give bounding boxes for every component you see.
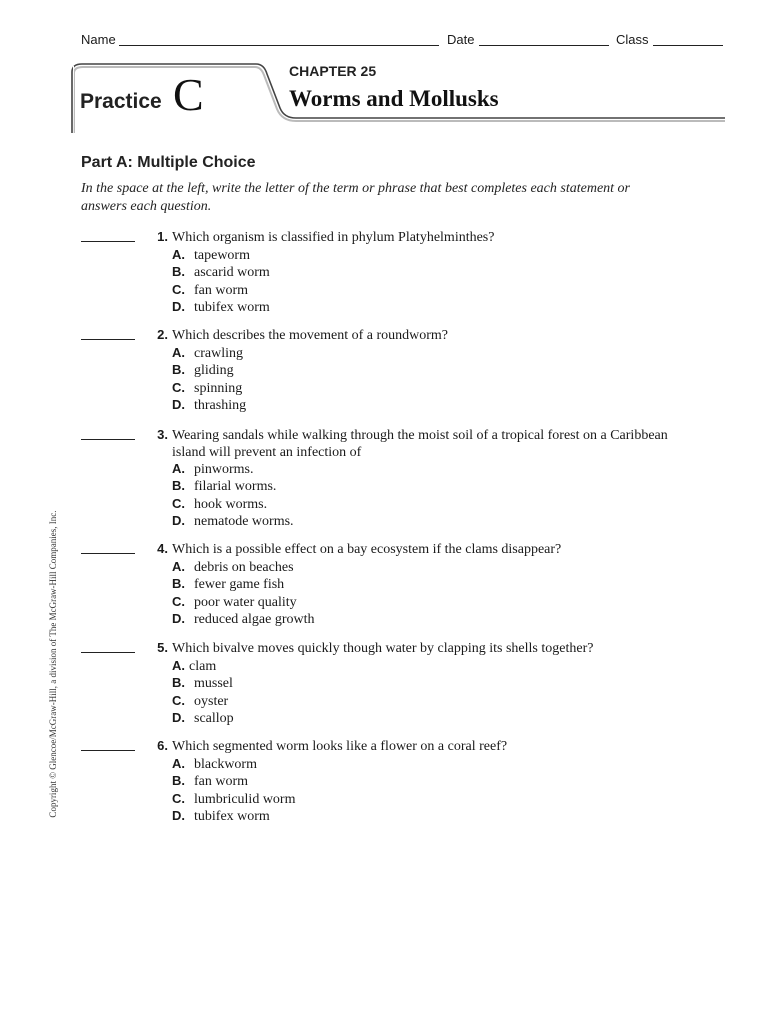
question-number: 5. — [157, 640, 168, 655]
option-text: ascarid worm — [194, 265, 270, 281]
answer-option — [172, 512, 294, 529]
answer-option — [172, 246, 270, 263]
question-number: 2. — [157, 327, 168, 342]
answer-option — [172, 495, 294, 512]
option-letter: C. — [172, 379, 185, 395]
answer-options — [172, 460, 294, 529]
answer-blank[interactable] — [81, 652, 135, 653]
option-letter: A. — [172, 247, 185, 262]
answer-options — [172, 246, 270, 315]
option-letter: C. — [172, 692, 185, 708]
option-text: spinning — [194, 380, 243, 396]
option-letter: B. — [172, 478, 185, 494]
chapter-title: Worms and Mollusks — [289, 86, 499, 111]
option-text: gliding — [194, 363, 234, 379]
option-text: oyster — [194, 693, 229, 709]
answer-option — [172, 657, 234, 674]
option-letter: C. — [172, 593, 185, 609]
option-text: lumbriculid worm — [194, 791, 296, 807]
question-text: Which is a possible effect on a bay ecosystem if the clams disappear? — [172, 542, 562, 557]
practice-level-letter: C — [173, 69, 204, 120]
option-letter: A. — [172, 756, 185, 771]
option-letter: C. — [172, 281, 185, 297]
answer-blank[interactable] — [81, 241, 135, 242]
question-number: 1. — [157, 229, 168, 244]
answer-option — [172, 361, 246, 378]
option-text: poor water quality — [194, 594, 297, 610]
question-text: Which bivalve moves quickly though water by clapping its shells together? — [172, 641, 594, 656]
option-letter: B. — [172, 576, 185, 592]
practice-label: Practice — [80, 90, 162, 113]
answer-options — [172, 657, 234, 726]
option-letter: A. — [172, 345, 185, 360]
option-text: pinworms. — [194, 462, 254, 477]
option-text: fan worm — [194, 774, 249, 790]
option-text: nematode worms. — [194, 513, 294, 529]
answer-option — [172, 379, 246, 396]
answer-option — [172, 396, 246, 413]
answer-option — [172, 772, 296, 789]
option-text: filarial worms. — [194, 479, 277, 495]
answer-option — [172, 298, 270, 315]
chapter-label: CHAPTER 25 — [289, 63, 377, 79]
answer-option — [172, 674, 234, 691]
question-text: Wearing sandals while walking through the moist soil of a tropical forest on a Caribbean island will prevent an infection of — [172, 428, 668, 460]
answer-blank[interactable] — [81, 339, 135, 340]
answer-option — [172, 593, 315, 610]
answer-blank[interactable] — [81, 553, 135, 554]
option-letter: D. — [172, 610, 185, 626]
answer-option — [172, 692, 234, 709]
option-text: tapeworm — [194, 248, 250, 263]
option-letter: A. — [172, 658, 185, 673]
option-letter: C. — [172, 495, 185, 511]
option-letter: D. — [172, 512, 185, 528]
question-number: 4. — [157, 541, 168, 556]
option-letter: B. — [172, 773, 185, 789]
answer-option — [172, 807, 296, 824]
answer-blank[interactable] — [81, 439, 135, 440]
option-text: thrashing — [194, 397, 247, 413]
answer-option — [172, 790, 296, 807]
answer-options — [172, 558, 315, 627]
worksheet-banner — [70, 58, 730, 133]
question-text: Which segmented worm looks like a flower on a coral reef? — [172, 739, 508, 754]
answer-option — [172, 281, 270, 298]
section-title: Part A: Multiple Choice — [81, 154, 256, 171]
answer-option — [172, 344, 246, 361]
option-letter: D. — [172, 396, 185, 412]
student-info-header — [81, 32, 723, 48]
option-text: hook worms. — [194, 496, 268, 512]
question-text: Which describes the movement of a roundworm? — [172, 328, 449, 343]
answer-option — [172, 755, 296, 772]
option-text: fan worm — [194, 282, 249, 298]
option-text: debris on beaches — [194, 560, 294, 575]
answer-options — [172, 755, 296, 824]
class-label: Class — [616, 32, 649, 47]
option-letter: B. — [172, 362, 185, 378]
option-text: reduced algae growth — [194, 611, 315, 627]
option-text: tubifex worm — [194, 299, 270, 315]
option-text: scallop — [194, 710, 234, 726]
option-letter: C. — [172, 790, 185, 806]
date-label: Date — [447, 32, 475, 47]
option-letter: A. — [172, 461, 185, 476]
section-instructions: In the space at the left, write the letter of the term or phrase that best completes each statement or answers each question. — [81, 181, 631, 214]
answer-option — [172, 477, 294, 494]
answer-blank[interactable] — [81, 750, 135, 751]
option-letter: D. — [172, 807, 185, 823]
question-text: Which organism is classified in phylum Platyhelminthes? — [172, 230, 495, 245]
option-letter: B. — [172, 264, 185, 280]
option-text: clam — [189, 659, 217, 674]
option-letter: D. — [172, 709, 185, 725]
name-field[interactable] — [119, 45, 439, 46]
option-letter: D. — [172, 298, 185, 314]
option-text: fewer game fish — [194, 577, 285, 593]
answer-option — [172, 558, 315, 575]
answer-option — [172, 610, 315, 627]
option-text: mussel — [194, 676, 233, 692]
option-letter: A. — [172, 559, 185, 574]
question-number: 6. — [157, 738, 168, 753]
option-text: crawling — [194, 346, 243, 361]
answer-option — [172, 709, 234, 726]
answer-option — [172, 263, 270, 280]
answer-option — [172, 575, 315, 592]
class-field[interactable] — [653, 45, 723, 46]
answer-option — [172, 460, 294, 477]
answer-options — [172, 344, 246, 413]
name-label: Name — [81, 32, 116, 47]
option-text: tubifex worm — [194, 808, 270, 824]
question-number: 3. — [157, 427, 168, 442]
option-text: blackworm — [194, 757, 257, 772]
date-field[interactable] — [479, 45, 609, 46]
copyright-notice: Copyright © Glencoe/McGraw-Hill, a division of The McGraw-Hill Companies, Inc. — [48, 510, 58, 818]
option-letter: B. — [172, 675, 185, 691]
